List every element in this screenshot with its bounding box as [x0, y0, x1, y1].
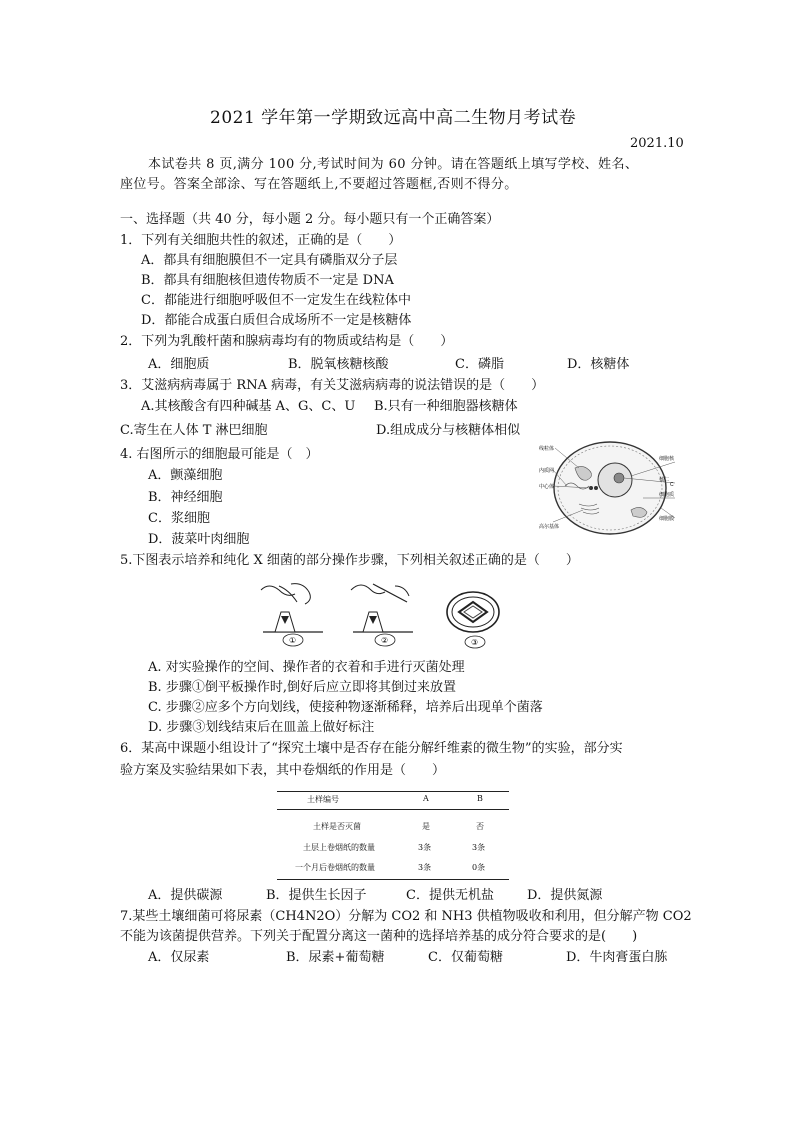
table-cell: 3条 [418, 863, 432, 872]
table-cell: 否 [476, 822, 484, 831]
table-row-label: 一个月后卷烟纸的数量 [295, 863, 375, 872]
step-1-label: ① [289, 636, 297, 645]
q6-option-b: B．提供生长因子 [266, 888, 367, 903]
q7-stem-line-1: 7.某些土壤细菌可将尿素（CH4N2O）分解为 CO2 和 NH3 供植物吸收和利用，但分解产物 CO2 [120, 909, 692, 924]
q6-option-a: A．提供碳源 [148, 888, 223, 903]
q6-stem-line-2: 验方案及实验结果如下表，其中卷烟纸的作用是（ ） [120, 763, 446, 778]
exam-date: 2021.10 [630, 136, 684, 151]
q4-option-a: A．颤藻细胞 [148, 468, 223, 483]
table-cell: 3条 [418, 843, 432, 852]
table-cell: 是 [422, 822, 430, 831]
q5-option-d: D. 步骤③划线结束后在皿盖上做好标注 [148, 720, 375, 735]
step-2-streak [351, 584, 413, 646]
q2-option-c: C．磷脂 [455, 357, 504, 372]
cell-label-nucleolus: 核仁 [659, 477, 670, 483]
cell-label-centrosome: 中心体 [539, 484, 555, 490]
q4-option-c: C．浆细胞 [148, 511, 210, 526]
q7-option-b: B．尿素+葡萄糖 [286, 950, 385, 965]
table-header-a: A [423, 794, 429, 803]
q6-stem-line-1: 6．某高中课题小组设计了“探究土壤中是否存在能分解纤维素的微生物”的实验，部分实 [120, 741, 623, 756]
step-1-pour-plate [261, 584, 323, 646]
instructions-line-2: 座位号。答案全部涂、写在答题纸上,不要超过答题框,否则不得分。 [120, 177, 518, 192]
q1-stem: 1．下列有关细胞共性的叙述，正确的是（ ） [120, 233, 402, 248]
section-heading: 一、选择题（共 40 分，每小题 2 分。每小题只有一个正确答案） [120, 212, 500, 227]
q1-option-d: D．都能合成蛋白质但合成场所不一定是核糖体 [141, 313, 412, 328]
q4-option-b: B．神经细胞 [148, 490, 223, 505]
cell-label-nucleus: 细胞核 [659, 456, 675, 462]
q2-stem: 2．下列为乳酸杆菌和腺病毒均有的物质或结构是（ ） [120, 334, 454, 349]
cell-label-membrane: 细胞膜 [659, 516, 675, 522]
culture-steps-figure [255, 576, 505, 652]
table-header-sample: 土样编号 [307, 795, 339, 804]
cell-label-cytoplasm: 细胞质 [659, 492, 675, 498]
q7-stem-line-2: 不能为该菌提供营养。下列关于配置分离这一菌种的选择培养基的成分符合要求的是( ) [120, 929, 638, 944]
soil-table [277, 791, 509, 881]
q3-option-b: B.只有一种细胞器核糖体 [374, 399, 518, 414]
q3-stem: 3．艾滋病病毒属于 RNA 病毒，有关艾滋病病毒的说法错误的是（ ） [120, 378, 545, 393]
cell-diagram [535, 438, 685, 538]
q5-option-c: C. 步骤②应多个方向划线，使接种物逐渐稀释，培养后出现单个菌落 [148, 700, 543, 715]
q3-option-a: A.其核酸含有四种碱基 A、G、C、U [141, 399, 356, 414]
q1-option-a: A．都具有细胞膜但不一定具有磷脂双分子层 [141, 253, 398, 268]
q3-option-c: C.寄生在人体 T 淋巴细胞 [120, 423, 268, 438]
table-row-label: 土样是否灭菌 [313, 822, 361, 831]
q4-option-d: D．菠菜叶肉细胞 [148, 532, 250, 547]
cell-mark-nucleolus: C [670, 482, 674, 488]
cell-label-golgi: 高尔基体 [539, 524, 560, 530]
q1-option-b: B．都具有细胞核但遗传物质不一定是 DNA [141, 273, 394, 288]
q6-option-c: C．提供无机盐 [406, 888, 494, 903]
q5-stem: 5.下图表示培养和纯化 X 细菌的部分操作步骤，下列相关叙述正确的是（ ） [120, 553, 579, 568]
q6-option-d: D．提供氮源 [527, 888, 603, 903]
table-header-b: B [477, 794, 483, 803]
cell-label-er: 内质网 [539, 468, 555, 474]
q3-option-d: D.组成成分与核糖体相似 [376, 423, 521, 438]
q4-stem: 4. 右图所示的细胞最可能是（ ） [120, 447, 319, 462]
q1-option-c: C．都能进行细胞呼吸但不一定发生在线粒体中 [141, 293, 411, 308]
instructions-line-1: 本试卷共 8 页,满分 100 分,考试时间为 60 分钟。请在答题纸上填写学校、姓名、 [148, 157, 639, 172]
cell-label-mitochondria: 线粒体 [539, 446, 555, 452]
exam-title: 2021 学年第一学期致远高中高二生物月考试卷 [210, 108, 577, 128]
q5-option-a: A. 对实验操作的空间、操作者的衣着和手进行灭菌处理 [148, 660, 465, 675]
table-row-label: 土层上卷烟纸的数量 [303, 843, 375, 852]
step-2-label: ② [381, 636, 389, 645]
table-cell: 0条 [472, 863, 486, 872]
q2-option-a: A．细胞质 [148, 357, 210, 372]
q7-option-c: C．仅葡萄糖 [428, 950, 503, 965]
step-3-label: ③ [471, 638, 479, 647]
q2-option-d: D．核糖体 [567, 357, 630, 372]
q2-option-b: B．脱氧核糖核酸 [288, 357, 389, 372]
table-cell: 3条 [472, 843, 486, 852]
step-3-plate [447, 592, 499, 648]
q7-option-d: D．牛肉膏蛋白胨 [566, 950, 668, 965]
q7-option-a: A．仅尿素 [148, 950, 210, 965]
q5-option-b: B. 步骤①倒平板操作时,倒好后应立即将其倒过来放置 [148, 680, 456, 695]
